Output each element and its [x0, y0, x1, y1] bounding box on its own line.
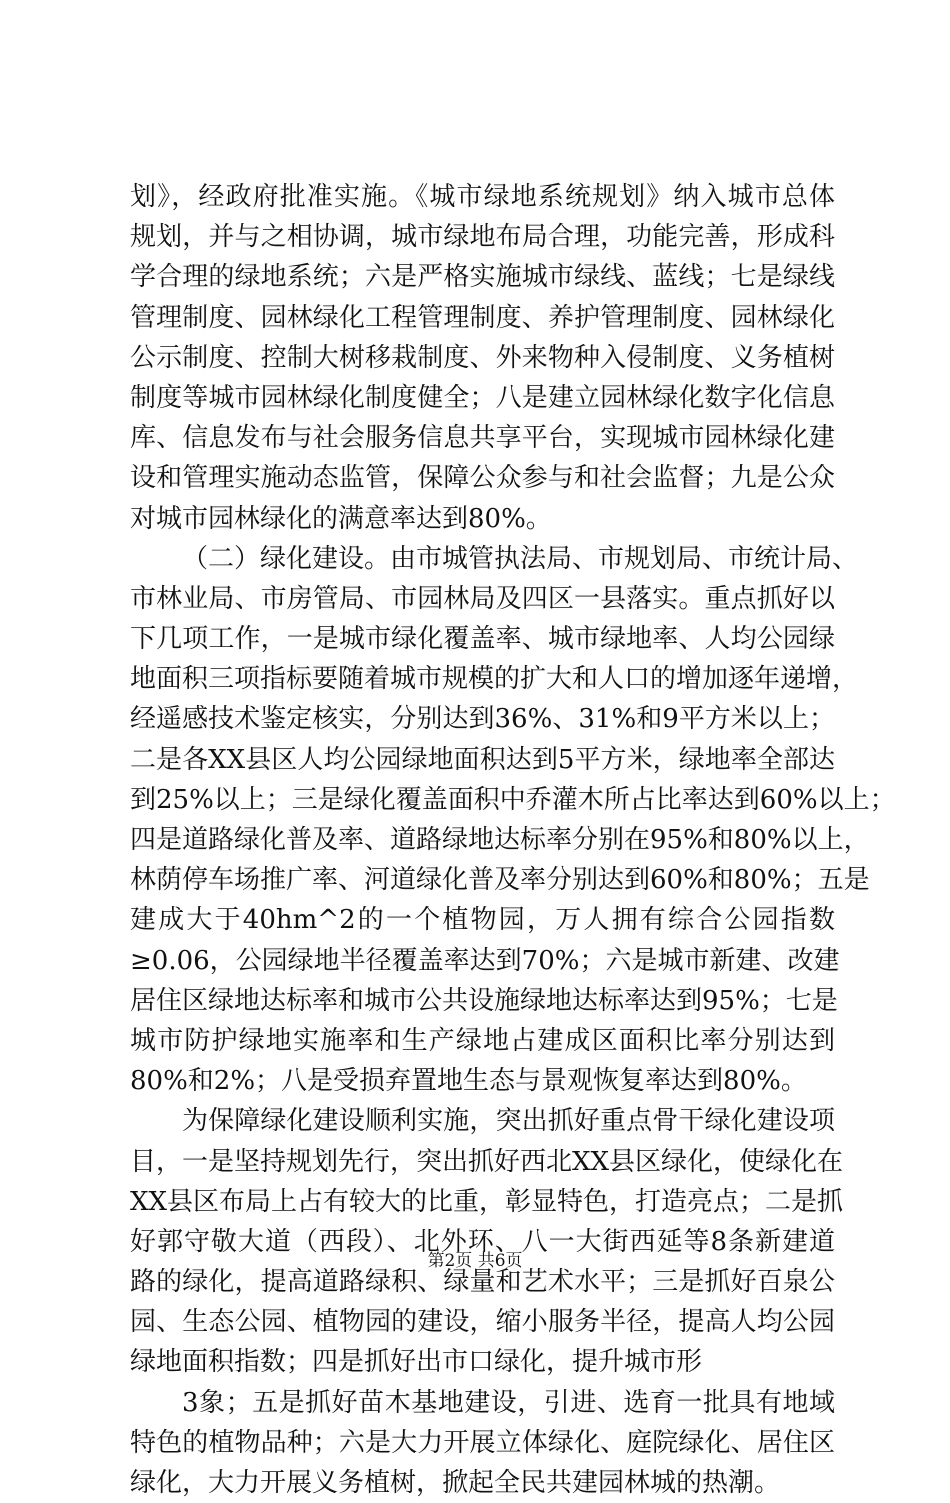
- text-line: XX县区布局上占有较大的比重，彰显特色，打造亮点；二是抓: [130, 1186, 844, 1217]
- text-line: 二是各XX县区人均公园绿地面积达到5平方米，绿地率全部达: [130, 744, 835, 775]
- text-line: 为保障绿化建设顺利实施，突出抓好重点骨干绿化建设项: [182, 1106, 835, 1137]
- text-line: 特色的植物品种；六是大力开展立体绿化、庭院绿化、居住区: [130, 1427, 835, 1458]
- page-number: 第2页 共6页: [427, 1251, 523, 1271]
- text-line: 设和管理实施动态监管，保障公众参与和社会监督；九是公众: [130, 463, 835, 494]
- text-line: 库、信息发布与社会服务信息共享平台，实现城市园林绿化建: [130, 423, 835, 454]
- text-line: 经遥感技术鉴定核实，分别达到36%、31%和9平方米以上；: [130, 704, 835, 735]
- text-line: 路的绿化，提高道路绿积、绿量和艺术水平；三是抓好百泉公: [130, 1267, 835, 1298]
- text-line: （二）绿化建设。由市城管执法局、市规划局、市统计局、: [182, 543, 859, 574]
- text-line: 公示制度、控制大树移栽制度、外来物种入侵制度、义务植树: [130, 342, 835, 373]
- text-line: 规划，并与之相协调，城市绿地布局合理，功能完善，形成科: [130, 222, 835, 253]
- page-footer: [0, 1250, 950, 1272]
- text-line: 划》，经政府批准实施。《城市绿地系统规划》纳入城市总体: [130, 182, 835, 212]
- text-line: 林荫停车场推广率、河道绿化普及率分别达到60%和80%；五是: [130, 865, 870, 896]
- text-line: 城市防护绿地实施率和生产绿地占建成区面积比率分别达到: [130, 1025, 835, 1056]
- text-line: 地面积三项指标要随着城市规模的扩大和人口的增加逐年递增，: [130, 664, 859, 695]
- text-line: 管理制度、园林绿化工程管理制度、养护管理制度、园林绿化: [130, 302, 835, 333]
- text-line: 3象；五是抓好苗木基地建设，引进、选育一批具有地域: [182, 1387, 835, 1418]
- text-line: 目，一是坚持规划先行，突出抓好西北XX县区绿化，使绿化在: [130, 1146, 844, 1177]
- text-line: 下几项工作，一是城市绿化覆盖率、城市绿地率、人均公园绿: [130, 624, 835, 655]
- text-line: 对城市园林绿化的满意率达到80%。: [130, 503, 552, 534]
- text-line: 建成大于40hm^2的一个植物园，万人拥有综合公园指数: [130, 905, 835, 936]
- text-line: 学合理的绿地系统；六是严格实施城市绿线、蓝线；七是绿线: [130, 262, 835, 293]
- text-line: 居住区绿地达标率和城市公共设施绿地达标率达到95%；七是: [130, 985, 838, 1016]
- text-line: 80%和2%；八是受损弃置地生态与景观恢复率达到80%。: [130, 1066, 807, 1097]
- text-line: 到25%以上；三是绿化覆盖面积中乔灌木所占比率达到60%以上；: [130, 784, 896, 815]
- text-line: 制度等城市园林绿化制度健全；八是建立园林绿化数字化信息: [130, 382, 835, 413]
- text-line: 四是道路绿化普及率、道路绿地达标率分别在95%和80%以上，: [130, 825, 870, 855]
- text-line: ≥0.06，公园绿地半径覆盖率达到70%；六是城市新建、改建: [130, 945, 840, 976]
- text-line: 绿地面积指数；四是抓好出市口绿化，提升城市形: [130, 1347, 703, 1378]
- text-line: 市林业局、市房管局、市园林局及四区一县落实。重点抓好以: [130, 583, 835, 614]
- text-line: 绿化，大力开展义务植树，掀起全民共建园林城的热潮。: [130, 1468, 781, 1498]
- text-line: 好郭守敬大道（西段）、北外环、八一大街西延等8条新建道: [130, 1226, 835, 1257]
- text-line: 园、生态公园、植物园的建设，缩小服务半径，提高人均公园: [130, 1307, 835, 1338]
- document-body: [130, 177, 896, 1503]
